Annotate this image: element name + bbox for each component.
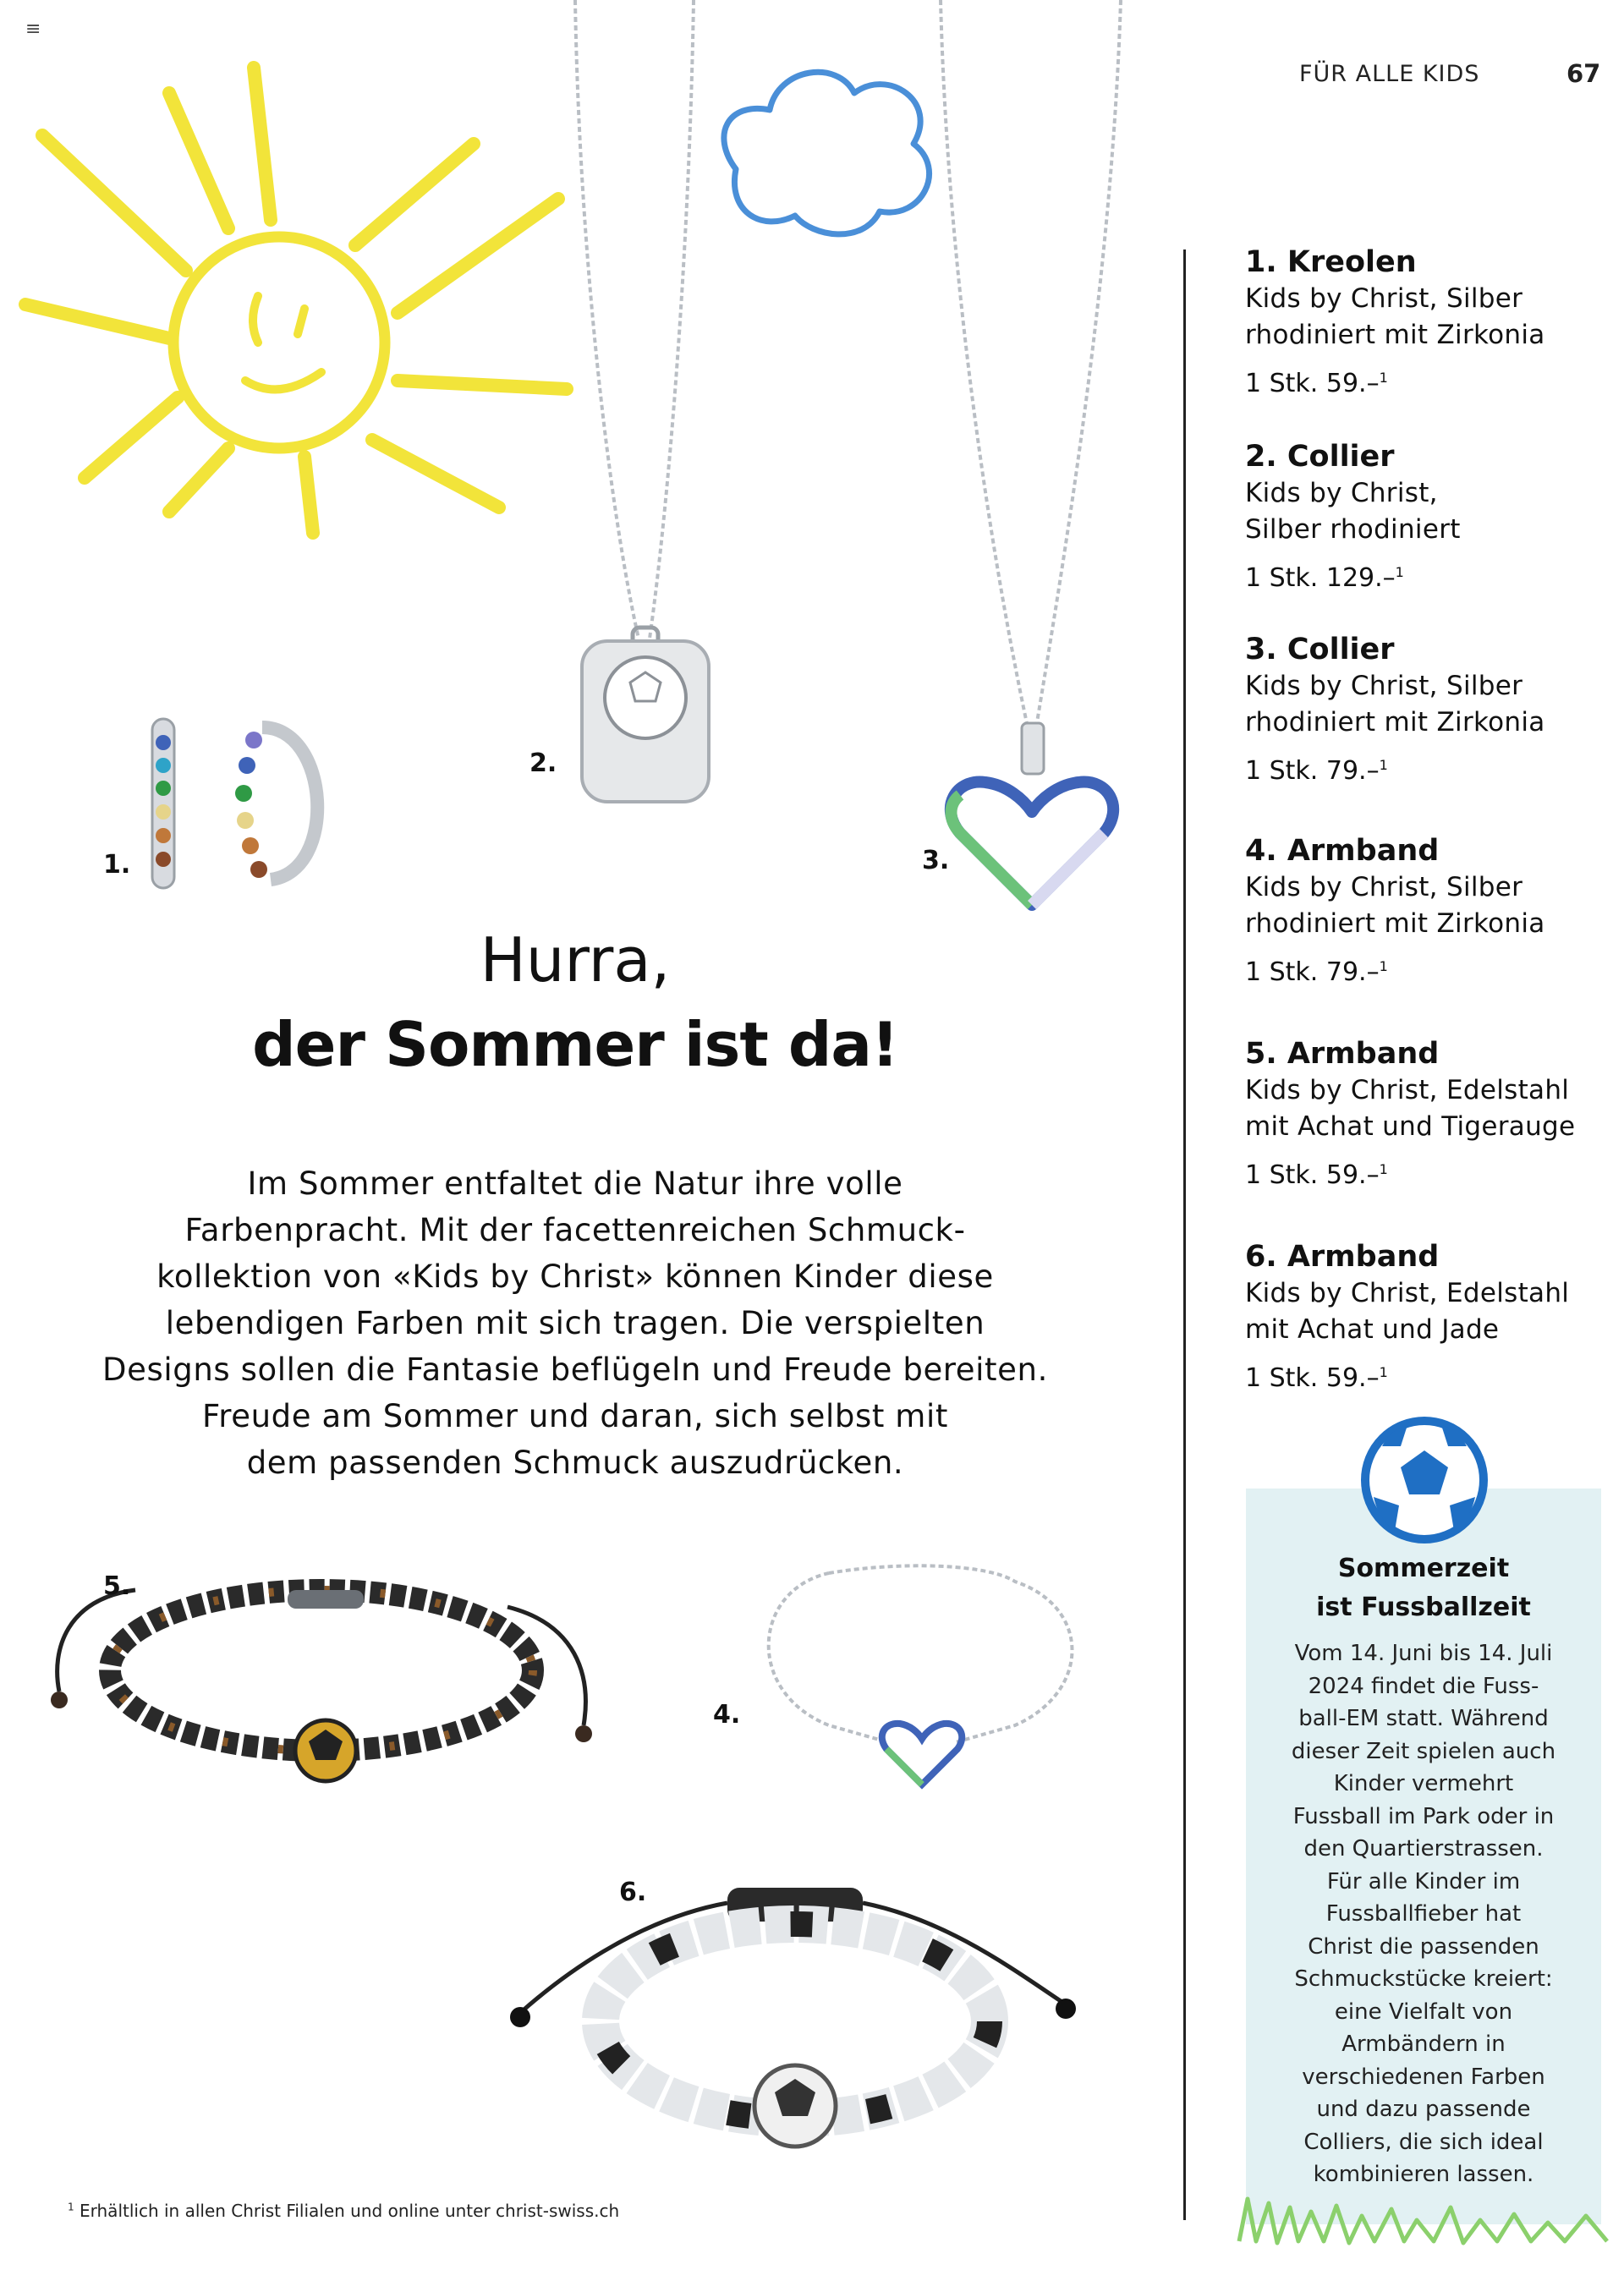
product-desc-line: Kids by Christ, Silber: [1245, 283, 1523, 314]
info-line: verschiedenen Farben: [1302, 2064, 1545, 2090]
info-line: Colliers, die sich ideal: [1303, 2129, 1544, 2155]
price-footnote-marker: 1: [1395, 564, 1404, 580]
product-entry: [1245, 438, 1617, 598]
info-line: 2024 findet die Fuss-: [1308, 1673, 1539, 1699]
product-title: 4. Armband: [1245, 834, 1440, 868]
product-desc-line: Kids by Christ, Silber: [1245, 671, 1523, 701]
product-desc-line: Kids by Christ, Silber: [1245, 872, 1523, 902]
info-box-text: [1267, 1637, 1580, 2191]
product-title: 5. Armband: [1245, 1037, 1440, 1071]
price-text: 1 Stk. 79.–: [1245, 957, 1380, 987]
info-line: den Quartierstrassen.: [1303, 1836, 1544, 1862]
product-entry: [1245, 244, 1617, 403]
info-line: Kinder vermehrt: [1333, 1771, 1514, 1796]
product-price: [1245, 1353, 1617, 1398]
product-entry: [1245, 631, 1617, 791]
section-title: FÜR ALLE KIDS: [1299, 61, 1480, 87]
product-desc-line: rhodiniert mit Zirkonia: [1245, 908, 1545, 939]
product-price: [1245, 553, 1617, 598]
product-desc-line: Kids by Christ,: [1245, 478, 1438, 508]
product-title: 2. Collier: [1245, 440, 1395, 474]
info-line: Christ die passenden: [1308, 1933, 1539, 1960]
product-price: [1245, 947, 1617, 992]
product-price: [1245, 746, 1617, 791]
product-number-1: 1.: [103, 850, 131, 880]
collier-heart-image: [930, 0, 1133, 913]
product-desc-line: Kids by Christ, Edelstahl: [1245, 1075, 1570, 1105]
footnote-marker: 1: [68, 2201, 74, 2213]
headline-line-2: der Sommer ist da!: [252, 1009, 898, 1080]
armband-heart-image: [736, 1556, 1108, 1810]
info-title-line: ist Fussballzeit: [1316, 1593, 1531, 1622]
product-number-3: 3.: [922, 846, 950, 875]
price-footnote-marker: 1: [1379, 958, 1388, 974]
armband-tigerauge-image: [34, 1573, 609, 1810]
sun-drawing-icon: [0, 17, 592, 541]
price-text: 1 Stk. 59.–: [1245, 1160, 1380, 1190]
collier-dogtag-image: [558, 0, 761, 812]
price-text: 1 Stk. 79.–: [1245, 756, 1380, 786]
info-line: Fussball im Park oder in: [1292, 1803, 1555, 1829]
product-number-2: 2.: [529, 748, 557, 778]
product-title: 6. Armband: [1245, 1240, 1440, 1274]
body-line: Farbenpracht. Mit der facettenreichen Schmuck-: [184, 1212, 966, 1248]
price-footnote-marker: 1: [1379, 370, 1388, 386]
grass-drawing-icon: [1231, 2190, 1620, 2258]
column-divider: [1183, 249, 1186, 2220]
product-number-6: 6.: [619, 1878, 647, 1907]
armband-jade-image: [508, 1878, 1083, 2157]
football-icon: [1357, 1412, 1492, 1548]
product-desc-line: Silber rhodiniert: [1245, 514, 1461, 545]
body-line: lebendigen Farben mit sich tragen. Die verspielten: [165, 1305, 985, 1341]
info-line: ball-EM statt. Während: [1298, 1706, 1549, 1731]
product-desc-line: rhodiniert mit Zirkonia: [1245, 707, 1545, 737]
price-text: 1 Stk. 59.–: [1245, 369, 1380, 398]
headline: [152, 918, 998, 1087]
product-entry: [1245, 1238, 1617, 1398]
footnote: [68, 2201, 619, 2221]
price-text: 1 Stk. 59.–: [1245, 1363, 1380, 1393]
price-text: 1 Stk. 129.–: [1245, 563, 1396, 593]
body-line: dem passenden Schmuck auszudrücken.: [246, 1445, 904, 1481]
headline-line-1: Hurra,: [480, 924, 671, 995]
intro-paragraph: [51, 1160, 1100, 1486]
info-box-title: [1246, 1549, 1601, 1627]
footnote-text: Erhältlich in allen Christ Filialen und online unter christ-swiss.ch: [80, 2201, 620, 2221]
menu-icon[interactable]: ≡: [25, 19, 41, 40]
page-number: 67: [1566, 59, 1601, 88]
info-line: Vom 14. Juni bis 14. Juli: [1294, 1641, 1553, 1666]
product-desc-line: Kids by Christ, Edelstahl: [1245, 1278, 1570, 1308]
info-line: eine Vielfalt von: [1334, 1999, 1513, 2025]
product-entry: [1245, 1035, 1617, 1195]
info-line: und dazu passende: [1316, 2097, 1531, 2122]
kreolen-earrings-image: [135, 702, 355, 896]
info-line: kombinieren lassen.: [1313, 2162, 1534, 2187]
product-number-5: 5.: [103, 1571, 131, 1601]
info-line: Armbändern in: [1341, 2031, 1506, 2057]
body-line: Freude am Sommer und daran, sich selbst mit: [202, 1398, 948, 1434]
body-line: kollektion von «Kids by Christ» können Kinder diese: [156, 1258, 994, 1295]
info-line: dieser Zeit spielen auch: [1291, 1738, 1556, 1764]
body-line: Im Sommer entfaltet die Natur ihre volle: [247, 1165, 903, 1202]
product-entry: [1245, 832, 1617, 992]
product-price: [1245, 1150, 1617, 1195]
product-desc-line: rhodiniert mit Zirkonia: [1245, 320, 1545, 350]
info-title-line: Sommerzeit: [1337, 1554, 1510, 1583]
info-line: Fussballfieber hat: [1325, 1901, 1522, 1927]
price-footnote-marker: 1: [1379, 757, 1388, 773]
product-desc-line: mit Achat und Tigerauge: [1245, 1111, 1576, 1142]
price-footnote-marker: 1: [1379, 1364, 1388, 1380]
info-line: Für alle Kinder im: [1326, 1868, 1521, 1894]
product-desc-line: mit Achat und Jade: [1245, 1314, 1500, 1345]
price-footnote-marker: 1: [1379, 1161, 1388, 1177]
product-price: [1245, 359, 1617, 403]
product-title: 3. Collier: [1245, 633, 1395, 666]
body-line: Designs sollen die Fantasie beflügeln und Freude bereiten.: [102, 1352, 1048, 1388]
product-number-4: 4.: [713, 1700, 741, 1730]
product-title: 1. Kreolen: [1245, 245, 1417, 279]
info-line: Schmuckstücke kreiert:: [1294, 1966, 1553, 1992]
